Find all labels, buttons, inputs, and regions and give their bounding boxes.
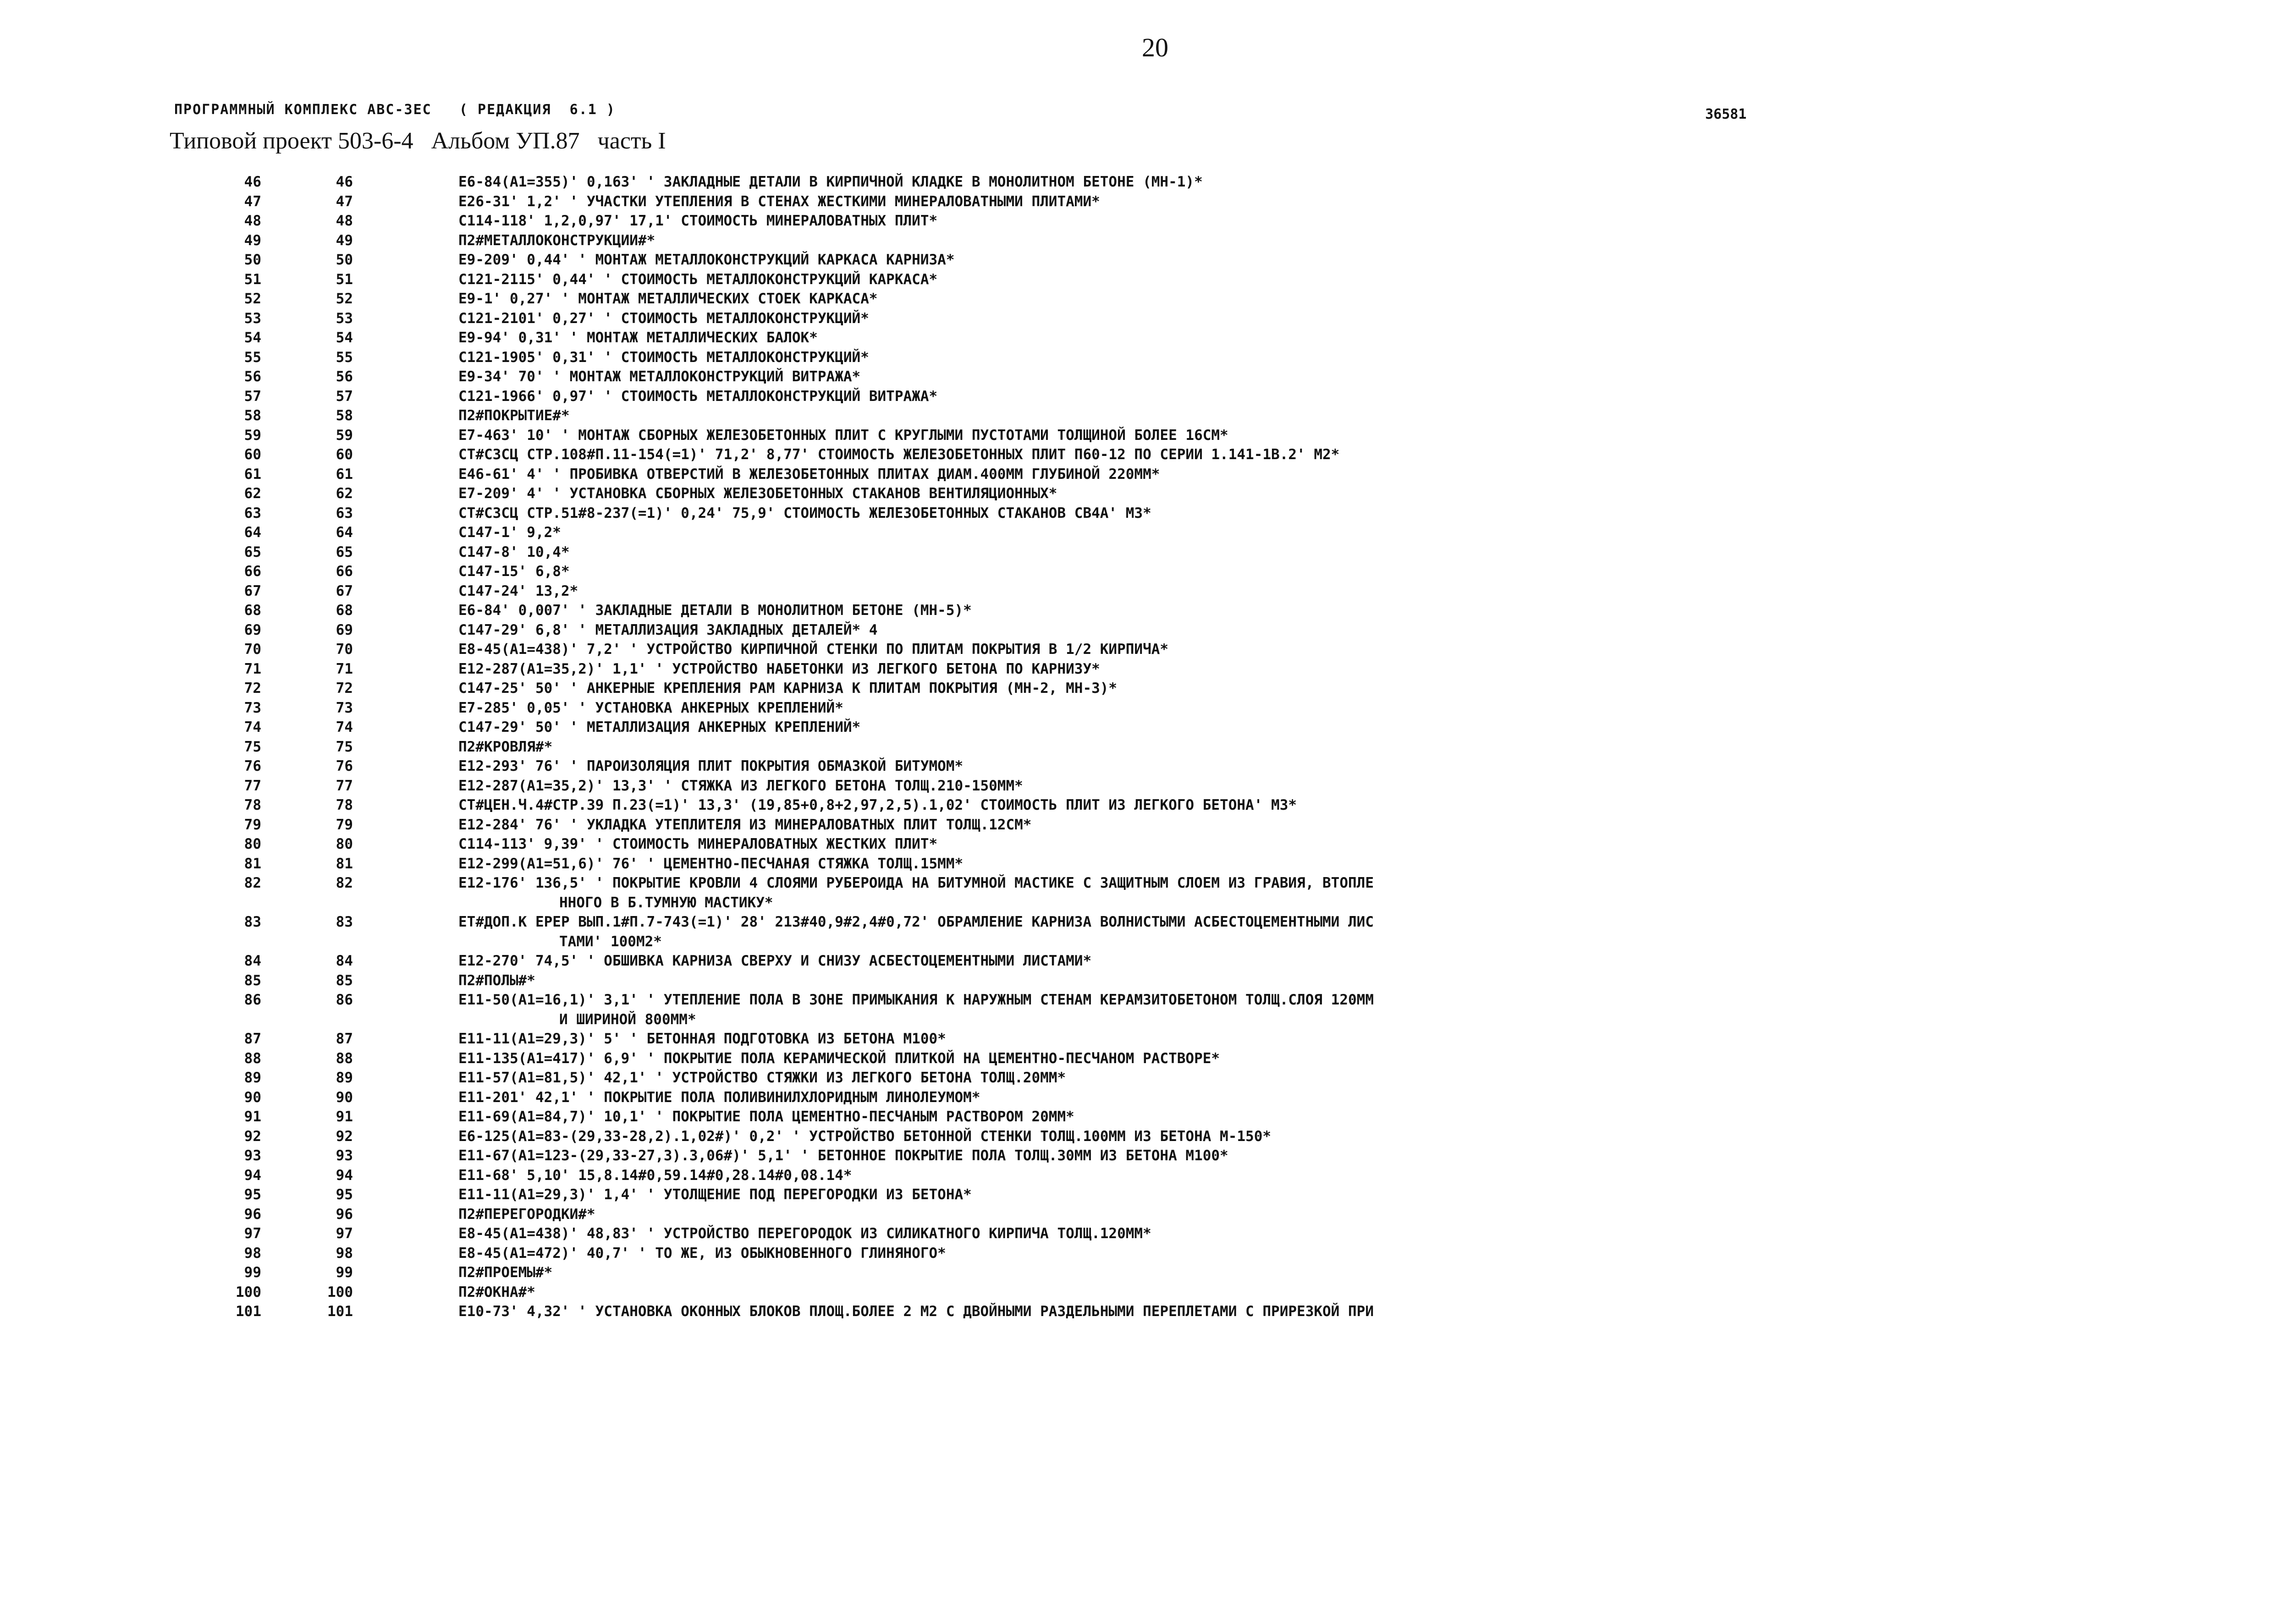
record-number: 72	[336, 680, 353, 697]
record-number: 78	[336, 797, 353, 813]
record-number: 55	[336, 349, 353, 366]
line-number: 87	[244, 1031, 261, 1047]
page-number: 20	[1142, 33, 1168, 62]
listing-row	[0, 698, 2274, 718]
listing-row	[0, 172, 2274, 192]
record-number: 95	[336, 1186, 353, 1203]
line-number: 65	[244, 543, 261, 560]
listing-row	[0, 328, 2274, 348]
listing-row	[0, 796, 2274, 815]
listing-row	[0, 834, 2274, 854]
record-number: 75	[336, 738, 353, 755]
listing-row	[0, 562, 2274, 582]
line-number: 73	[244, 699, 261, 716]
record-text: Е8-45(А1=438)' 7,2' ' УСТРОЙСТВО КИРПИЧНОЙ СТЕНКИ ПО ПЛИТАМ ПОКРЫТИЯ В 1/2 КИРПИЧА*	[458, 641, 1169, 658]
record-text: Е9-34' 70' ' МОНТАЖ МЕТАЛЛОКОНСТРУКЦИЙ ВИТРАЖА*	[458, 368, 861, 385]
record-number: 49	[336, 232, 353, 249]
record-text: Е12-287(А1=35,2)' 13,3' ' СТЯЖКА ИЗ ЛЕГКОГО БЕТОНА ТОЛЩ.210-150ММ*	[458, 777, 1023, 794]
line-number: 52	[244, 291, 261, 307]
line-number: 80	[244, 836, 261, 852]
listing-row	[0, 231, 2274, 251]
listing-row	[0, 465, 2274, 484]
listing-row	[0, 679, 2274, 698]
line-number: 62	[244, 485, 261, 502]
estimate-listing	[0, 172, 2274, 1322]
line-number: 77	[244, 777, 261, 794]
line-number: 50	[244, 252, 261, 268]
line-number: 60	[244, 446, 261, 463]
record-number: 70	[336, 641, 353, 658]
listing-row-continuation	[0, 932, 2274, 952]
line-number: 63	[244, 505, 261, 521]
record-text: П2#МЕТАЛЛОКОНСТРУКЦИИ#*	[458, 232, 655, 249]
listing-row	[0, 1263, 2274, 1283]
listing-row	[0, 1244, 2274, 1263]
record-text: С121-2101' 0,27' ' СТОИМОСТЬ МЕТАЛЛОКОНСТРУКЦИЙ*	[458, 310, 869, 327]
line-number: 82	[244, 875, 261, 891]
line-number: 83	[244, 914, 261, 930]
listing-row	[0, 1049, 2274, 1069]
record-text: С121-1905' 0,31' ' СТОИМОСТЬ МЕТАЛЛОКОНСТРУКЦИЙ*	[458, 349, 869, 366]
record-text: Е11-68' 5,10' 15,8.14#0,59.14#0,28.14#0,08.14*	[458, 1167, 852, 1184]
line-number: 71	[244, 660, 261, 677]
record-text: П2#ПОКРЫТИЕ#*	[458, 407, 570, 424]
record-text: С114-113' 9,39' ' СТОИМОСТЬ МИНЕРАЛОВАТНЫХ ЖЕСТКИХ ПЛИТ*	[458, 836, 938, 852]
record-number: 58	[336, 407, 353, 424]
line-number: 56	[244, 368, 261, 385]
listing-row	[0, 640, 2274, 659]
listing-row	[0, 1107, 2274, 1127]
record-number: 54	[336, 329, 353, 346]
record-text: С147-1' 9,2*	[458, 524, 561, 541]
line-number: 68	[244, 602, 261, 619]
listing-row	[0, 250, 2274, 270]
record-text: Е11-11(А1=29,3)' 5' ' БЕТОННАЯ ПОДГОТОВКА ИЗ БЕТОНА М100*	[458, 1031, 946, 1047]
listing-row	[0, 289, 2274, 309]
listing-row	[0, 426, 2274, 445]
record-number: 59	[336, 427, 353, 444]
record-text: Е26-31' 1,2' ' УЧАСТКИ УТЕПЛЕНИЯ В СТЕНАХ ЖЕСТКИМИ МИНЕРАЛОВАТНЫМИ ПЛИТАМИ*	[458, 193, 1100, 210]
line-number: 59	[244, 427, 261, 444]
record-text: С147-24' 13,2*	[458, 582, 578, 599]
record-number: 99	[336, 1264, 353, 1281]
line-number: 96	[244, 1206, 261, 1223]
listing-row	[0, 1205, 2274, 1224]
record-number: 101	[327, 1303, 353, 1320]
program-header: ПРОГРАММНЫЙ КОМПЛЕКС АВС-ЗЕС ( РЕДАКЦИЯ 6.1 )	[174, 102, 616, 118]
record-number: 77	[336, 777, 353, 794]
listing-row	[0, 815, 2274, 835]
record-number: 57	[336, 388, 353, 405]
record-number: 46	[336, 174, 353, 190]
line-number: 67	[244, 582, 261, 599]
record-number: 94	[336, 1167, 353, 1184]
line-number: 78	[244, 797, 261, 813]
listing-row	[0, 1146, 2274, 1166]
record-number: 92	[336, 1128, 353, 1145]
listing-row	[0, 873, 2274, 893]
listing-row	[0, 504, 2274, 523]
record-text: С121-1966' 0,97' ' СТОИМОСТЬ МЕТАЛЛОКОНСТРУКЦИЙ ВИТРАЖА*	[458, 388, 938, 405]
line-number: 101	[236, 1303, 261, 1320]
line-number: 79	[244, 816, 261, 833]
record-text: Е12-287(А1=35,2)' 1,1' ' УСТРОЙСТВО НАБЕТОНКИ ИЗ ЛЕГКОГО БЕТОНА ПО КАРНИЗУ*	[458, 660, 1100, 677]
line-number: 47	[244, 193, 261, 210]
line-number: 97	[244, 1225, 261, 1242]
record-number: 100	[327, 1284, 353, 1300]
record-text: Е6-84' 0,007' ' ЗАКЛАДНЫЕ ДЕТАЛИ В МОНОЛИТНОМ БЕТОНЕ (МН-5)*	[458, 602, 972, 619]
record-number: 60	[336, 446, 353, 463]
record-text: Е12-299(А1=51,6)' 76' ' ЦЕМЕНТНО-ПЕСЧАНАЯ СТЯЖКА ТОЛЩ.15ММ*	[458, 855, 964, 872]
line-number: 88	[244, 1050, 261, 1067]
record-text: Е12-284' 76' ' УКЛАДКА УТЕПЛИТЕЛЯ ИЗ МИНЕРАЛОВАТНЫХ ПЛИТ ТОЛЩ.12СМ*	[458, 816, 1032, 833]
line-number: 48	[244, 213, 261, 229]
record-text: Е11-135(А1=417)' 6,9' ' ПОКРЫТИЕ ПОЛА КЕРАМИЧЕСКОЙ ПЛИТКОЙ НА ЦЕМЕНТНО-ПЕСЧАНОМ РАСТВОРЕ*	[458, 1050, 1220, 1067]
listing-row	[0, 1166, 2274, 1185]
listing-row	[0, 484, 2274, 504]
record-number: 90	[336, 1089, 353, 1106]
listing-row	[0, 971, 2274, 991]
record-text: Е8-45(А1=472)' 40,7' ' ТО ЖЕ, ИЗ ОБЫКНОВЕННОГО ГЛИНЯНОГО*	[458, 1245, 946, 1262]
record-number: 79	[336, 816, 353, 833]
record-text: Е11-201' 42,1' ' ПОКРЫТИЕ ПОЛА ПОЛИВИНИЛХЛОРИДНЫМ ЛИНОЛЕУМОМ*	[458, 1089, 980, 1106]
listing-row	[0, 1224, 2274, 1244]
record-text-continuation: ТАМИ' 100М2*	[559, 933, 662, 950]
record-number: 73	[336, 699, 353, 716]
listing-row	[0, 718, 2274, 737]
line-number: 58	[244, 407, 261, 424]
line-number: 54	[244, 329, 261, 346]
record-text: Е9-94' 0,31' ' МОНТАЖ МЕТАЛЛИЧЕСКИХ БАЛОК*	[458, 329, 818, 346]
record-text: Е11-50(А1=16,1)' 3,1' ' УТЕПЛЕНИЕ ПОЛА В ЗОНЕ ПРИМЫКАНИЯ К НАРУЖНЫМ СТЕНАМ КЕРАМЗИТОБЕТОНОМ ТОЛЩ.СЛОЯ 120ММ	[458, 992, 1374, 1008]
listing-row	[0, 912, 2274, 932]
record-number: 53	[336, 310, 353, 327]
record-number: 83	[336, 914, 353, 930]
listing-row	[0, 757, 2274, 776]
listing-row	[0, 1283, 2274, 1302]
record-text: Е11-57(А1=81,5)' 42,1' ' УСТРОЙСТВО СТЯЖКИ ИЗ ЛЕГКОГО БЕТОНА ТОЛЩ.20ММ*	[458, 1070, 1066, 1086]
line-number: 95	[244, 1186, 261, 1203]
record-number: 64	[336, 524, 353, 541]
record-number: 71	[336, 660, 353, 677]
line-number: 89	[244, 1070, 261, 1086]
listing-row	[0, 1127, 2274, 1147]
record-number: 98	[336, 1245, 353, 1262]
record-number: 84	[336, 953, 353, 969]
line-number: 49	[244, 232, 261, 249]
record-text: С147-29' 50' ' МЕТАЛЛИЗАЦИЯ АНКЕРНЫХ КРЕПЛЕНИЙ*	[458, 719, 861, 735]
line-number: 75	[244, 738, 261, 755]
record-number: 69	[336, 621, 353, 638]
record-text: Е11-11(А1=29,3)' 1,4' ' УТОЛЩЕНИЕ ПОД ПЕРЕГОРОДКИ ИЗ БЕТОНА*	[458, 1186, 972, 1203]
record-text: П2#ПРОЕМЫ#*	[458, 1264, 553, 1281]
listing-row	[0, 1088, 2274, 1108]
record-number: 65	[336, 543, 353, 560]
record-text: СТ#СЗСЦ СТР.51#8-237(=1)' 0,24' 75,9' СТОИМОСТЬ ЖЕЛЕЗОБЕТОННЫХ СТАКАНОВ СВ4А' М3*	[458, 505, 1151, 521]
project-header: Типовой проект 503-6-4 Альбом УП.87 часть I	[170, 128, 666, 154]
line-number: 93	[244, 1147, 261, 1164]
listing-row	[0, 601, 2274, 620]
line-number: 53	[244, 310, 261, 327]
record-number: 85	[336, 972, 353, 989]
record-text: Е11-67(А1=123-(29,33-27,3).3,06#)' 5,1' ' БЕТОННОЕ ПОКРЫТИЕ ПОЛА ТОЛЩ.30ММ ИЗ БЕТОНА М100*	[458, 1147, 1228, 1164]
line-number: 72	[244, 680, 261, 697]
line-number: 46	[244, 174, 261, 190]
record-text: СТ#СЗСЦ СТР.108#П.11-154(=1)' 71,2' 8,77' СТОИМОСТЬ ЖЕЛЕЗОБЕТОННЫХ ПЛИТ П60-12 ПО СЕРИИ 1.141-1В.2' М2*	[458, 446, 1340, 463]
record-number: 87	[336, 1031, 353, 1047]
line-number: 74	[244, 719, 261, 735]
listing-row	[0, 211, 2274, 231]
record-number: 67	[336, 582, 353, 599]
line-number: 69	[244, 621, 261, 638]
record-text: П2#ПЕРЕГОРОДКИ#*	[458, 1206, 595, 1223]
listing-row	[0, 776, 2274, 796]
record-text: П2#ПОЛЫ#*	[458, 972, 535, 989]
listing-row	[0, 348, 2274, 368]
record-number: 86	[336, 992, 353, 1008]
line-number: 51	[244, 271, 261, 288]
record-text-continuation: И ШИРИНОЙ 800ММ*	[559, 1011, 696, 1028]
record-number: 51	[336, 271, 353, 288]
line-number: 90	[244, 1089, 261, 1106]
record-number: 97	[336, 1225, 353, 1242]
line-number: 64	[244, 524, 261, 541]
line-number: 85	[244, 972, 261, 989]
line-number: 55	[244, 349, 261, 366]
record-number: 66	[336, 563, 353, 580]
record-number: 62	[336, 485, 353, 502]
listing-row	[0, 620, 2274, 640]
record-text: Е11-69(А1=84,7)' 10,1' ' ПОКРЫТИЕ ПОЛА ЦЕМЕНТНО-ПЕСЧАНЫМ РАСТВОРОМ 20ММ*	[458, 1108, 1074, 1125]
listing-row	[0, 1185, 2274, 1205]
record-text: Е12-293' 76' ' ПАРОИЗОЛЯЦИЯ ПЛИТ ПОКРЫТИЯ ОБМАЗКОЙ БИТУМОМ*	[458, 758, 964, 774]
record-number: 56	[336, 368, 353, 385]
record-number: 96	[336, 1206, 353, 1223]
line-number: 61	[244, 466, 261, 483]
record-number: 47	[336, 193, 353, 210]
record-text: Е6-84(А1=355)' 0,163' ' ЗАКЛАДНЫЕ ДЕТАЛИ В КИРПИЧНОЙ КЛАДКЕ В МОНОЛИТНОМ БЕТОНЕ (МН-1)*	[458, 174, 1203, 190]
record-number: 74	[336, 719, 353, 735]
listing-row	[0, 582, 2274, 601]
record-number: 91	[336, 1108, 353, 1125]
listing-row	[0, 367, 2274, 387]
record-text: Е7-463' 10' ' МОНТАЖ СБОРНЫХ ЖЕЛЕЗОБЕТОННЫХ ПЛИТ С КРУГЛЫМИ ПУСТОТАМИ ТОЛЩИНОЙ БОЛЕЕ 16СМ*	[458, 427, 1228, 444]
record-text: С147-8' 10,4*	[458, 543, 570, 560]
listing-row	[0, 951, 2274, 971]
record-number: 93	[336, 1147, 353, 1164]
listing-row	[0, 445, 2274, 465]
record-text-continuation: ННОГО В Б.ТУМНУЮ МАСТИКУ*	[559, 894, 773, 911]
listing-row	[0, 1302, 2274, 1322]
line-number: 91	[244, 1108, 261, 1125]
line-number: 100	[236, 1284, 261, 1300]
record-text: Е7-285' 0,05' ' УСТАНОВКА АНКЕРНЫХ КРЕПЛЕНИЙ*	[458, 699, 843, 716]
record-number: 68	[336, 602, 353, 619]
listing-row	[0, 543, 2274, 562]
document-code: 36581	[1705, 106, 1747, 122]
listing-row	[0, 406, 2274, 426]
line-number: 57	[244, 388, 261, 405]
line-number: 66	[244, 563, 261, 580]
listing-row	[0, 659, 2274, 679]
line-number: 98	[244, 1245, 261, 1262]
listing-row	[0, 990, 2274, 1010]
record-number: 80	[336, 836, 353, 852]
record-text: Е9-209' 0,44' ' МОНТАЖ МЕТАЛЛОКОНСТРУКЦИЙ КАРКАСА КАРНИЗА*	[458, 252, 955, 268]
record-number: 76	[336, 758, 353, 774]
record-text: П2#КРОВЛЯ#*	[458, 738, 553, 755]
listing-row	[0, 1068, 2274, 1088]
record-text: Е7-209' 4' ' УСТАНОВКА СБОРНЫХ ЖЕЛЕЗОБЕТОННЫХ СТАКАНОВ ВЕНТИЛЯЦИОННЫХ*	[458, 485, 1057, 502]
record-number: 81	[336, 855, 353, 872]
listing-row	[0, 854, 2274, 874]
line-number: 92	[244, 1128, 261, 1145]
line-number: 84	[244, 953, 261, 969]
listing-row	[0, 309, 2274, 329]
listing-row	[0, 523, 2274, 543]
line-number: 70	[244, 641, 261, 658]
record-text: С114-118' 1,2,0,97' 17,1' СТОИМОСТЬ МИНЕРАЛОВАТНЫХ ПЛИТ*	[458, 213, 938, 229]
record-number: 52	[336, 291, 353, 307]
line-number: 76	[244, 758, 261, 774]
record-text: Е12-270' 74,5' ' ОБШИВКА КАРНИЗА СВЕРХУ И СНИЗУ АСБЕСТОЦЕМЕНТНЫМИ ЛИСТАМИ*	[458, 953, 1092, 969]
record-text: Е46-61' 4' ' ПРОБИВКА ОТВЕРСТИЙ В ЖЕЛЕЗОБЕТОННЫХ ПЛИТАХ ДИАМ.400ММ ГЛУБИНОЙ 220ММ*	[458, 466, 1160, 483]
listing-row-continuation	[0, 1010, 2274, 1030]
record-text: Е9-1' 0,27' ' МОНТАЖ МЕТАЛЛИЧЕСКИХ СТОЕК КАРКАСА*	[458, 291, 878, 307]
listing-row	[0, 270, 2274, 290]
record-text: С147-29' 6,8' ' МЕТАЛЛИЗАЦИЯ ЗАКЛАДНЫХ ДЕТАЛЕЙ* 4	[458, 621, 878, 638]
listing-row-continuation	[0, 893, 2274, 913]
record-number: 88	[336, 1050, 353, 1067]
line-number: 94	[244, 1167, 261, 1184]
listing-row	[0, 387, 2274, 406]
record-number: 50	[336, 252, 353, 268]
record-text: ЕТ#ДОП.К ЕРЕР ВЫП.1#П.7-743(=1)' 28' 213#40,9#2,4#0,72' ОБРАМЛЕНИЕ КАРНИЗА ВОЛНИСТЫМИ АСБЕСТОЦЕМЕНТНЫМИ ЛИС	[458, 914, 1374, 930]
record-number: 61	[336, 466, 353, 483]
record-number: 63	[336, 505, 353, 521]
line-number: 81	[244, 855, 261, 872]
record-text: С147-15' 6,8*	[458, 563, 570, 580]
record-text: Е12-176' 136,5' ' ПОКРЫТИЕ КРОВЛИ 4 СЛОЯМИ РУБЕРОИДА НА БИТУМНОЙ МАСТИКЕ С ЗАЩИТНЫМ СЛОЕМ ИЗ ГРАВИЯ, ВТОПЛЕ	[458, 875, 1374, 891]
record-text: СТ#ЦЕН.Ч.4#СТР.39 П.23(=1)' 13,3' (19,85+0,8+2,97,2,5).1,02' СТОИМОСТЬ ПЛИТ ИЗ ЛЕГКОГО БЕТОНА' М3*	[458, 797, 1297, 813]
listing-row	[0, 1029, 2274, 1049]
listing-row	[0, 192, 2274, 212]
record-text: П2#ОКНА#*	[458, 1284, 535, 1300]
record-number: 82	[336, 875, 353, 891]
record-text: Е8-45(А1=438)' 48,83' ' УСТРОЙСТВО ПЕРЕГОРОДОК ИЗ СИЛИКАТНОГО КИРПИЧА ТОЛЩ.120ММ*	[458, 1225, 1151, 1242]
listing-row	[0, 737, 2274, 757]
record-text: С147-25' 50' ' АНКЕРНЫЕ КРЕПЛЕНИЯ РАМ КАРНИЗА К ПЛИТАМ ПОКРЫТИЯ (МН-2, МН-3)*	[458, 680, 1118, 697]
record-text: Е6-125(А1=83-(29,33-28,2).1,02#)' 0,2' ' УСТРОЙСТВО БЕТОННОЙ СТЕНКИ ТОЛЩ.100ММ ИЗ БЕТОНА М-150*	[458, 1128, 1272, 1145]
record-text: Е10-73' 4,32' ' УСТАНОВКА ОКОННЫХ БЛОКОВ ПЛОЩ.БОЛЕЕ 2 М2 С ДВОЙНЫМИ РАЗДЕЛЬНЫМИ ПЕРЕПЛЕТАМИ С ПРИРЕЗКОЙ ПРИ	[458, 1303, 1374, 1320]
record-number: 89	[336, 1070, 353, 1086]
line-number: 99	[244, 1264, 261, 1281]
record-number: 48	[336, 213, 353, 229]
line-number: 86	[244, 992, 261, 1008]
record-text: С121-2115' 0,44' ' СТОИМОСТЬ МЕТАЛЛОКОНСТРУКЦИЙ КАРКАСА*	[458, 271, 938, 288]
